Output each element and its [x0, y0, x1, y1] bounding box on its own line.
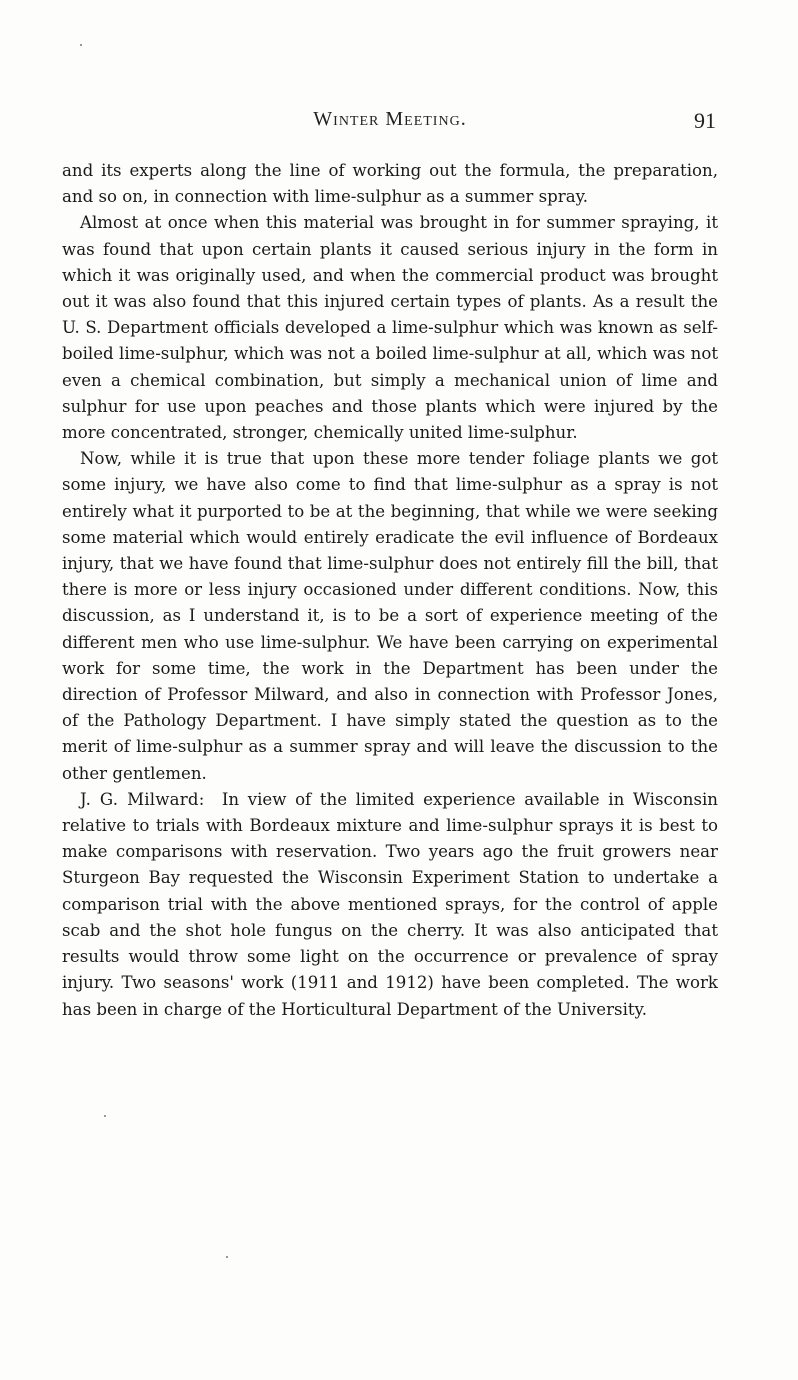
- body-text: [62, 158, 718, 1023]
- speaker-text: In view of the limited experience available in Wisconsin relative to trials with Bordeaux mixture and lime-sulphur sprays it is best to make comparisons with reservation. Two years ago the fruit growers near Sturgeon Bay requested the Wisconsin Experiment Station to undertake a comparison trial with the above mentioned sprays, for the control of apple scab and the shot hole fungus on the cherry. It was also anticipated that results would throw some light on the occurrence or prevalence of spray injury. Two seasons' work (1911 and 1912) have been completed. The work has been in charge of the Horticultural Department of the University.: [62, 789, 718, 1019]
- paragraph-milward: [62, 787, 718, 1023]
- paragraph: Now, while it is true that upon these more tender foliage plants we got some injury, we have also come to find that lime-sulphur as a spray is not entirely what it purported to be at the beginning, that while we were seeking some material which would entirely eradicate the evil influence of Bordeaux injury, that we have found that lime-sulphur does not entirely fill the bill, that there is more or less injury occasioned under different conditions. Now, this discussion, as I understand it, is to be a sort of experience meeting of the different men who use lime-sulphur. We have been carrying on experimental work for some time, the work in the Department has been under the direction of Professor Milward, and also in connection with Professor Jones, of the Pathology Department. I have simply stated the question as to the merit of lime-sulphur as a summer spray and will leave the discussion to the other gentlemen.: [62, 449, 718, 783]
- running-head: [62, 108, 718, 138]
- paragraph: Almost at once when this material was brought in for summer spraying, it was found that upon certain plants it caused serious injury in the form in which it was originally used, and when the commercial product was brought out it was also found that this injured certain types of plants. As a result the U. S. Department officials developed a lime-sulphur which was known as self-boiled lime-sulphur, which was not a boiled lime-sulphur at all, which was not even a chemical combination, but simply a mechanical union of lime and sulphur for use upon peaches and those plants which were injured by the more concentrated, stronger, chemically united lime-sulphur.: [62, 213, 718, 443]
- paragraph-continued: and its experts along the line of working out the formula, the preparation, and so on, in connection with lime-sulphur as a summer spray.: [62, 161, 718, 207]
- page-number: 91: [694, 108, 716, 133]
- print-speck: [226, 1256, 228, 1258]
- print-speck: [80, 44, 82, 46]
- speaker-name: J. G. Milward:: [80, 789, 205, 809]
- running-title: Winter Meeting.: [313, 108, 467, 130]
- print-speck: [104, 1115, 106, 1117]
